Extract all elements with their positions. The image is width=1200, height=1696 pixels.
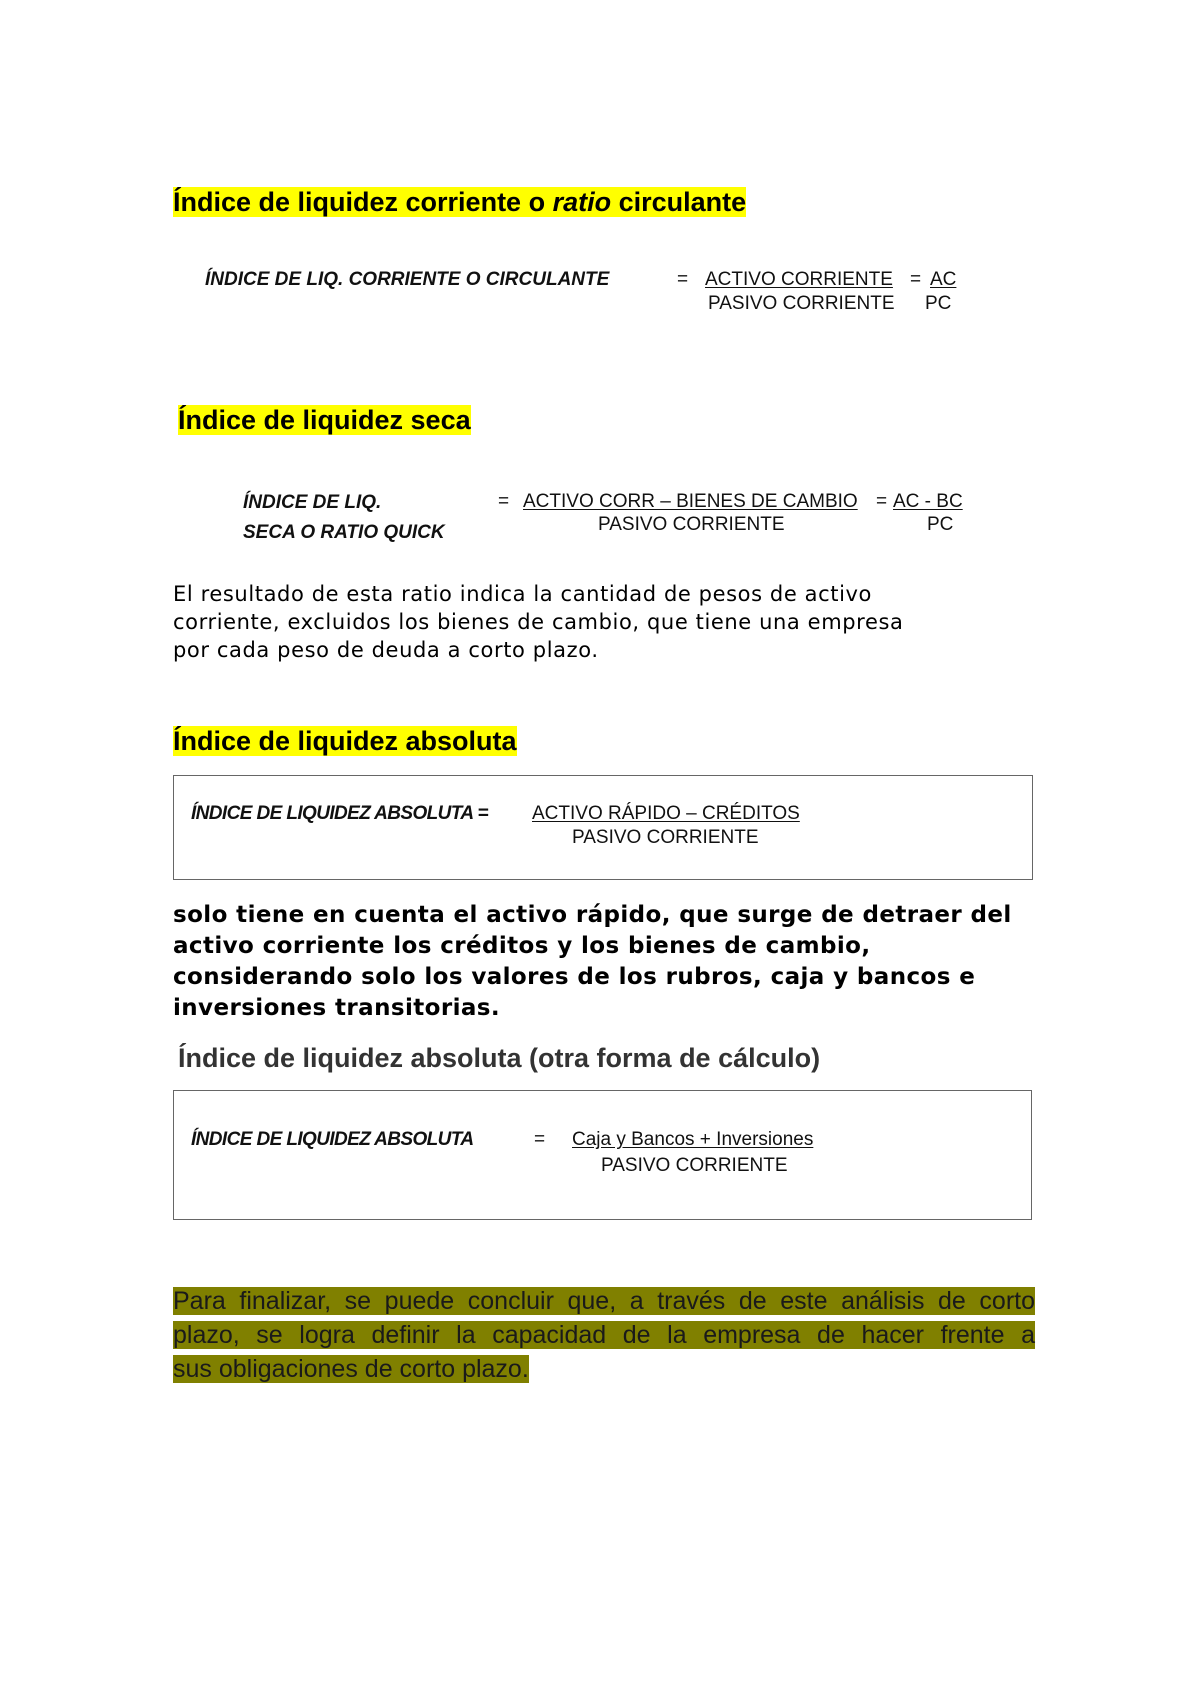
short-numerator: AC - BC bbox=[893, 491, 963, 512]
heading-liquidez-absoluta bbox=[173, 725, 517, 757]
equals-sign: = bbox=[910, 269, 922, 290]
conclusion-line bbox=[173, 1318, 1035, 1352]
formula-absoluta-alt-numerator bbox=[572, 1128, 813, 1152]
numerator: ACTIVO CORR – BIENES DE CAMBIO bbox=[523, 491, 858, 512]
description-line: corriente, excluidos los bienes de cambio, que tiene una empresa bbox=[173, 610, 904, 634]
numerator: Caja y Bancos + Inversiones bbox=[572, 1129, 814, 1150]
formula-label: ÍNDICE DE LIQUIDEZ ABSOLUTA bbox=[191, 1129, 474, 1150]
heading-liquidez-corriente bbox=[173, 186, 746, 218]
formula-corriente-short-den bbox=[925, 292, 951, 316]
formula-absoluta-denominator bbox=[572, 826, 759, 850]
denominator: PASIVO CORRIENTE bbox=[572, 827, 759, 848]
short-denominator: PC bbox=[925, 293, 952, 314]
formula-corriente-eq2 bbox=[910, 268, 921, 292]
formula-absoluta-box bbox=[173, 775, 1033, 880]
seca-description bbox=[173, 580, 903, 664]
formula-absoluta-alt-label bbox=[191, 1128, 474, 1152]
description-line: por cada peso de deuda a corto plazo. bbox=[173, 638, 599, 662]
equals-sign: = bbox=[498, 491, 510, 512]
description-line: El resultado de esta ratio indica la cantidad de pesos de activo bbox=[173, 582, 873, 606]
denominator: PASIVO CORRIENTE bbox=[601, 1155, 788, 1176]
denominator: PASIVO CORRIENTE bbox=[708, 293, 895, 314]
formula-seca-numerator bbox=[523, 490, 858, 514]
formula-corriente-numerator bbox=[705, 268, 893, 292]
heading-text: Índice de liquidez seca bbox=[178, 405, 471, 435]
description-line: inversiones transitorias. bbox=[173, 995, 501, 1021]
description-line: considerando solo los valores de los rubros, caja y bancos e bbox=[173, 964, 976, 990]
formula-label-line1: ÍNDICE DE LIQ. bbox=[243, 492, 382, 513]
formula-corriente-denominator bbox=[708, 292, 895, 316]
conclusion-line bbox=[173, 1284, 1035, 1318]
heading-highlight bbox=[173, 187, 746, 217]
conclusion-text: plazo, se logra definir la capacidad de la empresa de hacer frente a bbox=[173, 1321, 1035, 1349]
heading-text-pre: Índice de liquidez corriente o bbox=[173, 187, 553, 217]
description-line: activo corriente los créditos y los bienes de cambio, bbox=[173, 933, 871, 959]
formula-corriente-label bbox=[205, 268, 609, 292]
formula-absoluta-alt-denominator bbox=[601, 1154, 788, 1178]
formula-absoluta-alt-eq bbox=[534, 1128, 545, 1152]
equals-sign: = bbox=[534, 1129, 546, 1150]
numerator: ACTIVO CORRIENTE bbox=[705, 269, 893, 290]
short-denominator: PC bbox=[927, 514, 954, 535]
formula-absoluta-numerator bbox=[532, 802, 800, 826]
formula-corriente-eq bbox=[677, 268, 688, 292]
formula-label: ÍNDICE DE LIQUIDEZ ABSOLUTA = bbox=[191, 803, 488, 824]
absoluta-description bbox=[173, 900, 1012, 1024]
heading-liquidez-seca bbox=[178, 404, 471, 436]
conclusion-line bbox=[173, 1352, 1035, 1386]
formula-seca-short-den bbox=[927, 513, 953, 537]
formula-seca-denominator bbox=[598, 513, 785, 537]
heading-absoluta-otra-forma bbox=[178, 1042, 820, 1074]
conclusion-paragraph bbox=[173, 1284, 1035, 1386]
denominator: PASIVO CORRIENTE bbox=[598, 514, 785, 535]
formula-seca-eq2 bbox=[876, 490, 887, 514]
heading-text-post: circulante bbox=[611, 187, 747, 217]
formula-seca-short-num bbox=[893, 490, 963, 514]
description-line: solo tiene en cuenta el activo rápido, que surge de detraer del bbox=[173, 902, 1012, 928]
heading-text-italic: ratio bbox=[552, 187, 612, 217]
conclusion-text: Para finalizar, se puede concluir que, a través de este análisis de corto bbox=[173, 1287, 1035, 1315]
formula-label-line2: SECA O RATIO QUICK bbox=[243, 522, 445, 543]
formula-seca-label bbox=[243, 488, 445, 548]
formula-label: ÍNDICE DE LIQ. CORRIENTE O CIRCULANTE bbox=[205, 269, 610, 290]
numerator: ACTIVO RÁPIDO – CRÉDITOS bbox=[532, 803, 800, 824]
formula-seca-eq bbox=[498, 490, 509, 514]
formula-absoluta-alt-box bbox=[173, 1090, 1032, 1220]
formula-corriente-short-num bbox=[930, 268, 956, 292]
heading-text: Índice de liquidez absoluta (otra forma de cálculo) bbox=[178, 1043, 821, 1073]
heading-text: Índice de liquidez absoluta bbox=[173, 726, 517, 756]
short-numerator: AC bbox=[930, 269, 957, 290]
equals-sign: = bbox=[677, 269, 689, 290]
conclusion-text: sus obligaciones de corto plazo. bbox=[173, 1355, 529, 1383]
formula-absoluta-label bbox=[191, 802, 488, 826]
equals-sign: = bbox=[876, 491, 888, 512]
